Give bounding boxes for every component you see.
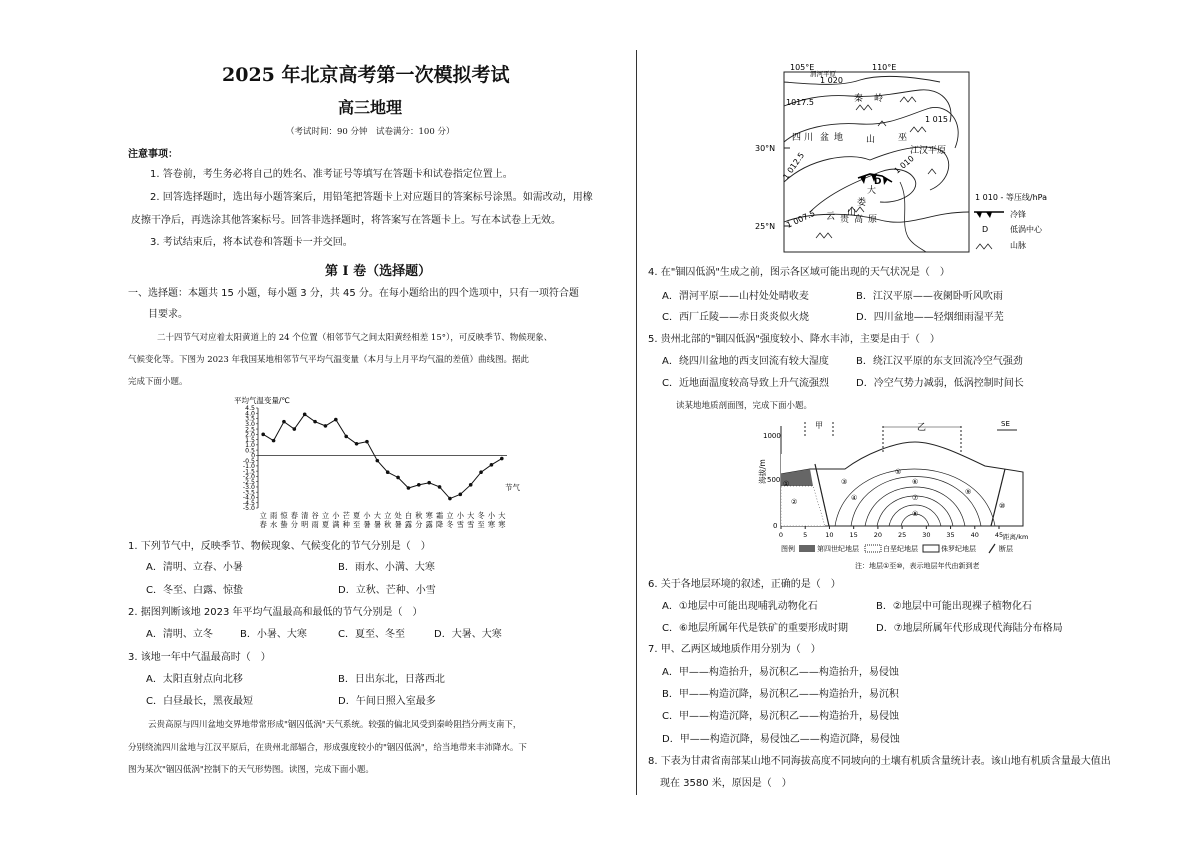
front-triangle [883, 177, 888, 185]
q7-option-c[interactable]: C．甲——构造沉降，易沉积乙——构造抬升，易侵蚀 [662, 711, 899, 722]
layer-5: ⑤ [895, 468, 902, 476]
chart-xtick-label: 小 [363, 511, 371, 520]
chart-point [365, 440, 369, 444]
chart-point [386, 470, 390, 474]
q6-option-a[interactable]: A．①地层中可能出现哺乳动物化石 [662, 601, 818, 612]
q5-option-c[interactable]: C．近地面温度较高导致上升气流强烈 [662, 378, 829, 389]
chart-xtick-label: 寒 [425, 511, 433, 520]
q5-option-d[interactable]: D．冷空气势力减弱，低涡控制时间长 [856, 378, 1024, 389]
q3-stem: 3. 该地一年中气温最高时（ ） [128, 652, 271, 663]
place-lou: 娄 [857, 198, 867, 208]
lon-label-105: 105°E [790, 63, 815, 72]
chart-point [407, 486, 411, 490]
chart-point [396, 476, 400, 480]
chart-ytick-label: 4.5 [245, 405, 255, 413]
section-xtick-label: 10 [825, 531, 834, 539]
chart-xtick-label: 蛰 [280, 520, 288, 529]
section-title: 第 I 卷（选择题） [325, 264, 432, 279]
chart-xtick-label: 处 [394, 511, 402, 520]
exam-meta: （考试时间：90 分钟 试卷满分：100 分） [286, 127, 455, 137]
passage2-line3: 图为某次"锢囚低涡"控制下的天气形势图。读图，完成下面小题。 [128, 765, 374, 775]
isobar-1020 [784, 76, 940, 84]
passage3: 读某地地质剖面图，完成下面小题。 [676, 401, 813, 411]
q2-option-d[interactable]: D．大暑、大寒 [434, 629, 502, 640]
layer-7: ⑦ [912, 494, 919, 502]
place-shan-lou: 山 [847, 208, 857, 218]
q3-option-a[interactable]: A．太阳直射点向北移 [146, 674, 243, 685]
section-xtick-label: 0 [778, 531, 784, 539]
chart-point [479, 470, 483, 474]
layer-9: ⑨ [965, 488, 972, 496]
chart-point [303, 413, 307, 417]
chart-xtick-label: 雪 [456, 520, 464, 529]
chart-xtick-label: 小 [487, 511, 496, 520]
layer-3: ③ [841, 478, 848, 486]
layer-4: ④ [851, 494, 858, 502]
chart-point [261, 433, 265, 437]
chart-point [344, 435, 348, 439]
chart-xtick-label: 秋 [384, 520, 392, 529]
passage1-line1: 二十四节气对应着太阳黄道上的 24 个位置（相邻节气之间太阳黄经相差 15°），可反映季节、物候现象、 [157, 333, 553, 343]
chart-xtick-label: 春 [290, 511, 298, 520]
chart-xtick-label: 春 [259, 520, 267, 529]
chart-xtick-label: 大 [373, 511, 381, 520]
place-weihe: 渭河平原 [810, 70, 836, 78]
section-intro: 一、选择题：本题共 15 小题，每小题 3 分，共 45 分。在每小题给出的四个选项中，只有一项符合题 [128, 288, 579, 299]
chart-ytick-label: -5.0 [242, 505, 255, 513]
layer-10: ⑩ [999, 502, 1006, 510]
chart-ytick-label: 4.0 [245, 410, 255, 418]
passage1-line2: 气候变化等。下图为 2023 年我国某地相邻节气平均气温变量（本月与上月平均气温的差值）曲线图。据此 [128, 355, 530, 365]
place-pen: 盆 [820, 133, 830, 143]
layer-2: ② [791, 498, 798, 506]
q4-option-d[interactable]: D．四川盆地——轻烟细雨湿平芜 [856, 312, 1004, 323]
chart-xlabels [260, 511, 506, 529]
chart-xtick-label: 雨 [311, 520, 319, 529]
geological-section [755, 414, 1045, 574]
column-divider [636, 50, 637, 795]
legend-isobar: 1 010 - 等压线/hPa [975, 193, 1048, 202]
chart-xtick-label: 霜 [435, 511, 444, 520]
q2-stem: 2. 据图判断该地 2023 年平均气温最高和最低的节气分别是（ ） [128, 607, 423, 618]
chart-point [459, 493, 463, 497]
isobar-label-1020: 1 020 [820, 76, 843, 85]
legend-jurassic: 侏罗纪地层 [941, 545, 976, 553]
q5-option-b[interactable]: B．绕江汉平原的东支回流冷空气强劲 [856, 356, 1023, 367]
region-a-label: 甲 [815, 421, 823, 430]
legend-d-symbol: D [982, 225, 989, 234]
chart-point [313, 420, 317, 424]
place-wu: 巫 [898, 133, 908, 143]
chart-xtick-label: 暑 [394, 520, 402, 529]
place-chuan: 川 [804, 133, 814, 143]
legend-cold-front: 冷锋 [1010, 210, 1026, 219]
isobar-label-1012: 1 012.5 [781, 150, 807, 182]
place-shan-wu: 山 [866, 135, 876, 145]
q2-option-b[interactable]: B．小暑、大寒 [240, 629, 307, 640]
chart-xtick-label: 露 [404, 520, 413, 529]
chart-point [376, 459, 380, 463]
q4-option-c[interactable]: C．西厂丘陵——赤日炎炎似火烧 [662, 312, 809, 323]
chart-xtick-label: 夏 [321, 520, 330, 529]
q7-option-a[interactable]: A．甲——构造抬升，易沉积乙——构造抬升，易侵蚀 [662, 667, 899, 678]
legend-quaternary: 第四世纪地层 [817, 545, 859, 553]
q7-option-b[interactable]: B．甲——构造沉降，易沉积乙——构造抬升，易沉积 [662, 689, 899, 700]
chart-ytick-label: -0.5 [242, 457, 255, 465]
exam-title: 2025 年北京高考第一次模拟考试 [222, 64, 510, 86]
q7-option-d[interactable]: D．甲——构造沉降，易侵蚀乙——构造沉降，易侵蚀 [662, 734, 900, 745]
chart-xtick-label: 白 [404, 511, 413, 520]
chart-xtick-label: 种 [342, 520, 350, 529]
chart-ytick-label: -2.5 [242, 478, 255, 486]
q6-option-c[interactable]: C．⑥地层所属年代是铁矿的重要形成时期 [662, 623, 848, 634]
note-2-cont: 皮擦干净后，再选涂其他答案标号。回答非选择题时，将答案写在答题卡上。写在本试卷上无效。 [131, 215, 561, 226]
chart-point [469, 483, 473, 487]
q4-option-a[interactable]: A．渭河平原——山村处处晴收麦 [662, 291, 809, 302]
isobar-label-1010: 1 010 [892, 153, 916, 176]
section-xtick-label: 35 [946, 531, 955, 539]
chart-ytick-label: 3.5 [245, 415, 255, 423]
chart-xtick-label: 立 [446, 511, 454, 520]
chart-xtick-label: 小 [456, 511, 464, 520]
section-ytick-500: 500 [767, 476, 781, 484]
place-si: 四 [792, 133, 802, 143]
layer-6: ⑥ [912, 478, 919, 486]
note-3: 3. 考试结束后，将本试卷和答题卡一并交回。 [150, 237, 353, 248]
q2-option-c[interactable]: C．夏至、冬至 [338, 629, 405, 640]
chart-ytick-label: -3.0 [242, 484, 255, 492]
lat-label-30: 30°N [755, 144, 776, 153]
chart-ytick-label: -3.5 [242, 489, 255, 497]
place-jianghan: 江汉平原 [910, 146, 947, 156]
lon-label-110: 110°E [872, 63, 897, 72]
low-vortex-center: D [874, 177, 882, 187]
legend-cretaceous-swatch [865, 545, 881, 552]
q1-stem: 1. 下列节气中，反映季节、物候现象、气候变化的节气分别是（ ） [128, 541, 431, 552]
legend-vortex: 低涡中心 [1010, 225, 1042, 234]
chart-xtick-label: 小 [332, 511, 340, 520]
chart-ylabel: 平均气温变量/℃ [234, 396, 290, 405]
q3-option-d[interactable]: D．午间日照入室最多 [338, 696, 436, 707]
q7-stem: 7. 甲、乙两区域地质作用分别为（ ） [648, 644, 821, 655]
chart-xtick-label: 暑 [373, 520, 381, 529]
legend-fault: 断层 [999, 545, 1013, 553]
legend-mountain-icon [976, 244, 992, 249]
section-intro-cont: 目要求。 [148, 309, 188, 320]
chart-point [490, 463, 494, 467]
chart-xtick-label: 分 [415, 520, 423, 529]
chart-xtick-label: 立 [384, 511, 392, 520]
section-ytick-1000: 1000 [763, 432, 781, 440]
legend-front-icon [986, 212, 992, 218]
q5-option-a[interactable]: A．绕四川盆地的西支回流有较大湿度 [662, 356, 829, 367]
chart-xtick-label: 暑 [363, 520, 371, 529]
place-yuan: 原 [868, 215, 878, 225]
section-note: 注：地层①至⑩，表示地层年代由新到老 [855, 562, 980, 570]
chart-xtick-label: 至 [352, 520, 361, 529]
section-xlabel: 距离/km [1003, 533, 1029, 541]
section-xtick-label: 45 [994, 531, 1004, 539]
chart-point [293, 427, 297, 431]
chart-ytick-label: 1.5 [245, 436, 255, 444]
chart-ytick-label: 1.0 [245, 442, 255, 450]
legend-quaternary-swatch [799, 545, 815, 552]
legend-cretaceous: 白垩纪地层 [883, 545, 918, 553]
note-2: 2. 回答选择题时，选出每小题答案后，用铅笔把答题卡上对应题目的答案标号涂黑。如需改动，用橡 [150, 192, 593, 203]
chart-xtick-label: 降 [435, 520, 444, 529]
place-da: 大 [867, 186, 877, 196]
section-xtick-label: 20 [873, 531, 883, 539]
chart-xtick-label: 冬 [446, 520, 454, 529]
section-ytick-0: 0 [773, 522, 778, 530]
place-yun: 云 [826, 212, 836, 222]
chart-point [324, 424, 328, 428]
q1-option-b[interactable]: B．雨水、小满、大寒 [338, 562, 435, 573]
chart-ytick-label: 3.0 [245, 420, 255, 428]
chart-point [500, 457, 504, 461]
place-qin: 秦 [854, 94, 864, 104]
isobar-label-1007: 1 007.5 [785, 208, 817, 230]
q4-stem: 4. 在"锢囚低涡"生成之前，图示各区域可能出现的天气状况是（ ） [648, 267, 950, 278]
chart-xtick-label: 大 [498, 511, 506, 520]
chart-ytick-label: -2.0 [242, 473, 255, 481]
legend-mountain: 山脉 [1010, 241, 1026, 250]
q1-option-c[interactable]: C．冬至、白露、惊蛰 [146, 585, 243, 596]
chart-ytick-label: 0 [251, 452, 255, 460]
isobar-label-1015: 1 015 [925, 115, 948, 124]
passage1-line3: 完成下面小题。 [128, 377, 188, 387]
chart-xlabel: 节气 [505, 483, 520, 492]
chart-ytick-label: -4.0 [242, 494, 255, 502]
chart-xtick-label: 水 [269, 520, 278, 529]
legend-front-icon [976, 212, 982, 218]
chart-xtick-label: 秋 [415, 511, 423, 520]
chart-xtick-label: 满 [332, 520, 340, 529]
chart-xtick-label: 谷 [311, 511, 319, 520]
chart-xtick-label: 寒 [487, 520, 496, 529]
river [900, 182, 926, 252]
chart-point [448, 497, 452, 501]
q1-option-a[interactable]: A．清明、立春、小暑 [146, 562, 243, 573]
q4-option-b[interactable]: B．江汉平原——夜阑卧听风吹雨 [856, 291, 1003, 302]
place-ling: 岭 [874, 94, 884, 104]
chart-point [438, 485, 442, 489]
section-xticks [779, 526, 1003, 539]
legend-jurassic-swatch [923, 545, 939, 552]
q8-stem-line1: 8. 下表为甘肃省南部某山地不同海拔高度不同坡向的土壤有机质含量统计表。该山地有机质含量最大值出 [648, 756, 1111, 767]
place-gui: 贵 [840, 215, 850, 225]
chart-xtick-label: 雨 [269, 511, 278, 520]
temperature-change-chart [222, 394, 527, 529]
chart-ytick-label: -1.0 [242, 463, 255, 471]
passage2-line2: 分别绕流四川盆地与江汉平原后，在贵州北部辐合，形成强度较小的"锢囚低涡"，给当地带来丰沛降水。下 [128, 743, 527, 753]
place-di: 地 [834, 133, 844, 143]
chart-point [417, 483, 421, 487]
section-xtick-label: 40 [970, 531, 979, 539]
notes-heading: 注意事项： [128, 149, 178, 160]
chart-ytick-label: 2.5 [245, 426, 255, 434]
layer-8: ⑧ [912, 510, 919, 518]
section-yaxis-label: 海拔/m [758, 459, 767, 484]
q1-option-d[interactable]: D．立秋、芒种、小雪 [338, 585, 436, 596]
passage2-line1: 云贵高原与四川盆地交界地带常形成"锢囚低涡"天气系统。较强的偏北风受到秦岭阻挡分两支南下， [148, 720, 522, 730]
chart-xtick-label: 明 [301, 520, 309, 529]
chart-series-line [263, 414, 502, 498]
chart-xtick-label: 芒 [342, 511, 350, 520]
chart-ytick-label: 0.5 [245, 447, 255, 455]
legend-fault-icon [989, 544, 995, 553]
chart-xtick-label: 露 [425, 520, 433, 529]
chart-point [334, 418, 338, 422]
chart-xtick-label: 寒 [498, 520, 506, 529]
chart-ytick-label: -1.5 [242, 468, 255, 476]
chart-xtick-label: 立 [321, 511, 330, 520]
place-gao: 高 [854, 215, 864, 225]
q5-stem: 5. 贵州北部的"锢囚低涡"强度较小、降水丰沛，主要是由于（ ） [648, 334, 940, 345]
chart-point [272, 439, 276, 443]
exam-subtitle: 高三地理 [338, 98, 403, 117]
chart-ytick-label: 2.0 [245, 431, 255, 439]
section-xtick-label: 30 [922, 531, 931, 539]
q8-stem-line2: 现在 3580 米，原因是（ ） [660, 778, 792, 789]
note-1: 1. 答卷前，考生务必将自己的姓名、准考证号等填写在答题卡和试卷指定位置上。 [150, 169, 513, 180]
lat-label-25: 25°N [755, 222, 776, 231]
section-xtick-label: 25 [897, 531, 907, 539]
chart-xtick-label: 夏 [352, 511, 361, 520]
q6-option-b[interactable]: B．②地层中可能出现裸子植物化石 [876, 601, 1032, 612]
weather-map [750, 62, 1125, 262]
q3-option-c[interactable]: C．白昼最长，黑夜最短 [146, 696, 253, 707]
chart-point [427, 481, 431, 485]
chart-xtick-label: 立 [259, 511, 267, 520]
chart-xtick-label: 冬 [477, 511, 485, 520]
chart-series [261, 413, 503, 501]
section-legend-title: 图例 [781, 545, 795, 553]
chart-xtick-label: 清 [301, 511, 309, 520]
q2-option-a[interactable]: A．清明、立冬 [146, 629, 213, 640]
region-b-label: 乙 [917, 423, 927, 433]
q3-option-b[interactable]: B．日出东北，日落西北 [338, 674, 445, 685]
chart-xtick-label: 至 [477, 520, 485, 529]
layer-1: ① [783, 480, 790, 488]
chart-xtick-label: 惊 [280, 511, 288, 520]
chart-ytick-label: -4.5 [242, 499, 255, 507]
isobar-label-1017: 1017.5 [786, 98, 814, 107]
direction-label: SE [1001, 420, 1010, 428]
chart-xtick-label: 分 [290, 520, 298, 529]
section-xtick-label: 5 [803, 531, 808, 539]
section-xtick-label: 15 [849, 531, 858, 539]
chart-xtick-label: 大 [467, 511, 475, 520]
q6-stem: 6. 关于各地层环境的叙述，正确的是（ ） [648, 579, 841, 590]
q6-option-d[interactable]: D．⑦地层所属年代形成现代海陆分布格局 [876, 623, 1063, 634]
chart-xtick-label: 雪 [467, 520, 475, 529]
chart-point [282, 420, 286, 424]
chart-point [355, 442, 359, 446]
